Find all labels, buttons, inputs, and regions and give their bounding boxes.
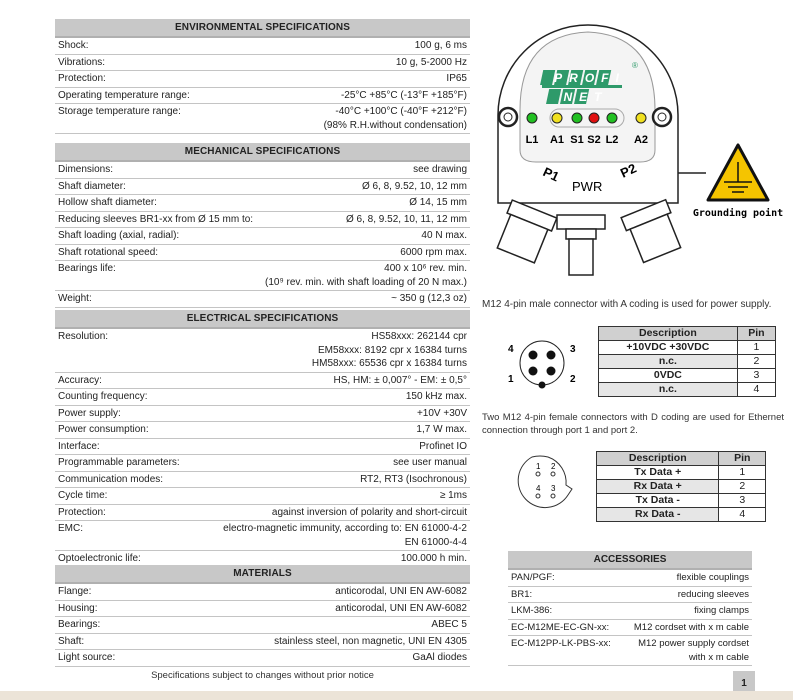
spec-label: Dimensions: — [58, 164, 114, 175]
spec-value-line: Ø 6, 8, 9.52, 10, 11, 12 mm — [346, 213, 467, 225]
spec-value-line: GaAl diodes — [412, 652, 467, 663]
spec-value-line: see drawing — [413, 164, 467, 175]
encoder-body — [498, 25, 678, 203]
environmental-specifications — [55, 19, 470, 134]
spec-label: Cycle time: — [58, 490, 108, 501]
spec-row — [55, 55, 470, 72]
spec-value-line: +10V +30V — [416, 407, 467, 419]
spec-value-line: HM58xxx: 65536 cpr x 16384 turns — [311, 358, 467, 369]
spec-value — [346, 213, 467, 227]
pin-description: Tx Data - — [597, 494, 719, 508]
pin-number: 4 — [737, 383, 775, 397]
spec-label: EC-M12PP-LK-PBS-xx: — [511, 638, 611, 649]
spec-label: Operating temperature range: — [58, 89, 190, 101]
power-pinout-table — [598, 326, 776, 397]
spec-value — [393, 456, 467, 470]
pin-label-2: 2 — [551, 462, 556, 471]
ethernet-connector-text: Two M12 4-pin female connectors with D coding are used for Ethernet connection through port 1 and port 2. — [482, 412, 784, 436]
power-connector-text: M12 4-pin male connector with A coding is used for power supply. — [482, 299, 772, 310]
spec-row — [508, 570, 752, 587]
spec-row — [55, 584, 470, 601]
spec-value-line: electro-magnetic immunity, according to: EN 61000-4-2 — [223, 523, 467, 534]
spec-row — [55, 71, 470, 88]
spec-value-line: against inversion of polarity and short-circuit — [271, 506, 467, 518]
table-row — [597, 508, 766, 522]
spec-value — [416, 423, 467, 437]
spec-label: Resolution: — [58, 331, 109, 342]
spec-row — [55, 601, 470, 618]
spec-value-line: 100 g, 6 ms — [414, 40, 467, 51]
ethernet-pinout-table — [596, 451, 766, 522]
pin-number: 3 — [719, 494, 766, 508]
spec-value-line: Ø 14, 15 mm — [409, 197, 467, 208]
spec-row — [55, 104, 470, 134]
spec-value-line: RT2, RT3 (Isochronous) — [360, 473, 467, 485]
pin-description: Rx Data + — [597, 480, 719, 494]
spec-row — [55, 245, 470, 262]
spec-value-line: HS58xxx: 262144 cpr — [371, 331, 467, 342]
led-label: A1 — [549, 134, 565, 146]
spec-value-line: -40°C +100°C (-40°F +212°F) — [335, 106, 467, 117]
spec-label: BR1: — [511, 588, 533, 600]
port2-label: P2 — [617, 160, 639, 181]
spec-label: Interface: — [58, 440, 100, 452]
spec-label: Optoelectronic life: — [58, 553, 141, 564]
spec-row — [508, 603, 752, 620]
led-label: L2 — [605, 134, 619, 146]
spec-label: Shaft: — [58, 635, 85, 647]
spec-label: Protection: — [58, 506, 106, 518]
spec-value — [638, 637, 749, 664]
spec-row — [55, 88, 470, 105]
section-header: MATERIALS — [55, 565, 470, 584]
m12-female-connector-diagram — [510, 453, 590, 515]
spec-value-line: ABEC 5 — [431, 619, 467, 630]
page-bottom-strip — [0, 691, 793, 700]
spec-row — [55, 439, 470, 456]
spec-row — [55, 291, 470, 308]
pin-label-1: 1 — [536, 462, 541, 471]
spec-value-line: 40 N max. — [421, 230, 467, 241]
led-l1 — [527, 113, 537, 123]
spec-label: Protection: — [58, 73, 106, 84]
pin-label-3: 3 — [551, 484, 556, 493]
spec-value-line: stainless steel, non magnetic, UNI EN 4305 — [274, 635, 467, 647]
table-header-row — [599, 327, 776, 341]
table-row — [597, 466, 766, 480]
spec-row — [55, 455, 470, 472]
header-pin: Pin — [737, 327, 775, 341]
spec-label: Shaft diameter: — [58, 180, 126, 192]
spec-value-line: IP65 — [446, 73, 467, 84]
spec-value-line: anticorodal, UNI EN AW-6082 — [335, 602, 467, 614]
header-description: Description — [599, 327, 738, 341]
section-header: ENVIRONMENTAL SPECIFICATIONS — [55, 19, 470, 38]
table-row — [599, 383, 776, 397]
spec-value — [431, 618, 467, 632]
spec-value — [421, 229, 467, 243]
pin-number: 4 — [719, 508, 766, 522]
spec-row — [508, 587, 752, 604]
spec-row — [508, 636, 752, 666]
spec-value — [634, 621, 749, 635]
spec-value — [334, 374, 467, 388]
spec-label: Housing: — [58, 602, 98, 614]
spec-label: Programmable parameters: — [58, 457, 180, 468]
spec-label: Shaft rotational speed: — [58, 246, 159, 258]
spec-label: Bearings life: — [58, 263, 116, 274]
spec-value — [417, 407, 467, 421]
spec-label: Light source: — [58, 652, 116, 663]
connector-p1 — [494, 200, 557, 264]
spec-value — [312, 330, 467, 371]
pin-number: 1 — [737, 341, 775, 355]
spec-label: Shaft loading (axial, radial): — [58, 230, 180, 241]
spec-value-line: ≥ 1ms — [439, 490, 467, 501]
pin-description: +10VDC +30VDC — [599, 341, 738, 355]
spec-value — [446, 72, 467, 86]
pin-description: 0VDC — [599, 369, 738, 383]
spec-label: Weight: — [58, 293, 92, 304]
spec-value-line: flexible couplings — [676, 572, 749, 583]
spec-value — [440, 489, 467, 503]
led-l2 — [607, 113, 617, 123]
spec-row — [55, 228, 470, 245]
spec-value-line: 1,7 W max. — [416, 424, 467, 435]
section-header: ELECTRICAL SPECIFICATIONS — [55, 310, 470, 329]
spec-label: Bearings: — [58, 619, 101, 630]
pin-label-2: 2 — [570, 374, 576, 385]
led-label: S2 — [587, 134, 601, 146]
pin-description: n.c. — [599, 355, 738, 369]
spec-label: Hollow shaft diameter: — [58, 197, 157, 208]
table-row — [599, 341, 776, 355]
spec-row — [55, 373, 470, 390]
power-label: PWR — [572, 179, 603, 194]
spec-row — [508, 620, 752, 637]
spec-label: Vibrations: — [58, 56, 106, 68]
spec-label: Reducing sleeves BR1-xx from Ø 15 mm to: — [58, 213, 254, 225]
spec-label: Power consumption: — [58, 424, 149, 435]
spec-value-line: (98% R.H.without condensation) — [323, 119, 467, 131]
spec-label: EC-M12ME-EC-GN-xx: — [511, 621, 610, 633]
port1-label: P1 — [540, 164, 562, 185]
spec-value — [362, 180, 467, 194]
table-row — [599, 369, 776, 383]
spec-value-line: (10⁹ rev. min. with shaft loading of 20 N max.) — [265, 276, 467, 288]
spec-value-line: Profinet IO — [419, 440, 467, 452]
table-row — [599, 355, 776, 369]
spec-value-line: Ø 6, 8, 9.52, 10, 12 mm — [361, 180, 467, 192]
logo-text-net: NET — [563, 90, 609, 104]
header-pin: Pin — [719, 452, 766, 466]
pin-label-4: 4 — [508, 344, 514, 355]
spec-value — [677, 571, 749, 585]
logo-text-profi: PROFI — [554, 71, 626, 85]
header-description: Description — [597, 452, 719, 466]
connector-pwr — [557, 215, 605, 275]
spec-value-line: with x m cable — [688, 651, 749, 663]
spec-value-line: fixing clamps — [694, 605, 749, 616]
spec-value — [335, 602, 467, 616]
spec-value-line: ~ 350 g (12,3 oz) — [391, 293, 467, 304]
spec-value — [335, 585, 467, 599]
pin-number: 2 — [719, 480, 766, 494]
spec-value — [324, 105, 467, 132]
spec-label: EMC: — [58, 523, 83, 534]
pin-description: Tx Data + — [597, 466, 719, 480]
spec-row — [55, 162, 470, 179]
spec-value — [391, 292, 467, 306]
spec-value — [360, 473, 467, 487]
spec-value-line: 150 kHz max. — [405, 391, 467, 402]
spec-row — [55, 422, 470, 439]
spec-value-line: reducing sleeves — [677, 588, 749, 600]
spec-value-line: 100.000 h min. — [400, 553, 467, 564]
spec-value-line: 10 g, 5-2000 Hz — [395, 56, 467, 68]
screw-right — [653, 108, 671, 126]
table-row — [597, 494, 766, 508]
spec-value — [341, 89, 467, 103]
spec-row — [55, 38, 470, 55]
spec-value — [419, 440, 467, 454]
spec-label: Accuracy: — [58, 374, 102, 386]
spec-value-line: 400 x 10⁶ rev. min. — [384, 263, 467, 274]
pin-description: n.c. — [599, 383, 738, 397]
pin-number: 2 — [737, 355, 775, 369]
spec-value — [396, 56, 467, 70]
pin-label-4: 4 — [536, 484, 541, 493]
connector-p2 — [621, 200, 684, 264]
spec-value-line: 6000 rpm max. — [400, 246, 467, 258]
spec-value — [413, 651, 467, 665]
spec-label: LKM-386: — [511, 605, 553, 616]
spec-label: Shock: — [58, 40, 89, 51]
led-s1 — [572, 113, 582, 123]
electrical-specifications — [55, 310, 470, 568]
spec-value — [415, 39, 467, 53]
led-s2 — [589, 113, 599, 123]
spec-row — [55, 521, 470, 551]
spec-row — [55, 634, 470, 651]
led-a1 — [552, 113, 562, 123]
spec-value-line: M12 power supply cordset — [638, 638, 749, 649]
registered-mark: ® — [632, 61, 638, 70]
spec-value-line: M12 cordset with x m cable — [633, 621, 749, 633]
spec-row — [55, 488, 470, 505]
table-row — [597, 480, 766, 494]
led-label: A2 — [633, 134, 649, 146]
grounding-label: Grounding point — [692, 208, 784, 219]
spec-value — [274, 635, 467, 649]
spec-row — [55, 505, 470, 522]
spec-value — [409, 196, 467, 210]
materials-specifications — [55, 565, 470, 667]
spec-value — [694, 604, 749, 618]
encoder-drawing — [480, 10, 793, 290]
spec-row — [55, 212, 470, 229]
page-number: 1 — [733, 671, 755, 695]
spec-value — [413, 163, 467, 177]
spec-value-line: EM58xxx: 8192 cpr x 16384 turns — [318, 344, 467, 356]
spec-value — [272, 506, 467, 520]
spec-value-line: anticorodal, UNI EN AW-6082 — [335, 586, 467, 597]
spec-label: PAN/PGF: — [511, 572, 555, 583]
spec-value — [678, 588, 749, 602]
spec-row — [55, 472, 470, 489]
logo-bar — [542, 85, 622, 88]
table-header-row — [597, 452, 766, 466]
accessories-header: ACCESSORIES — [508, 551, 752, 570]
led-label: S1 — [570, 134, 584, 146]
spec-value — [223, 522, 467, 549]
spec-label: Counting frequency: — [58, 391, 148, 402]
led-label: L1 — [525, 134, 539, 146]
spec-label: Communication modes: — [58, 473, 164, 485]
spec-row — [55, 617, 470, 634]
m12-male-connector-diagram — [500, 335, 585, 395]
spec-value-line: EN 61000-4-4 — [404, 536, 467, 548]
grounding-icon — [708, 145, 768, 200]
spec-row — [55, 179, 470, 196]
accessories-table — [508, 551, 752, 666]
pin-label-3: 3 — [570, 344, 576, 355]
spec-value-line: -25°C +85°C (-13°F +185°F) — [340, 89, 467, 101]
spec-label: Storage temperature range: — [58, 106, 181, 117]
spec-row — [55, 406, 470, 423]
pin-description: Rx Data - — [597, 508, 719, 522]
screw-left — [499, 108, 517, 126]
spec-row — [55, 261, 470, 291]
spec-value — [400, 246, 467, 260]
spec-value — [401, 552, 467, 566]
spec-row — [55, 195, 470, 212]
spec-value-line: HS, HM: ± 0,007° - EM: ± 0,5° — [333, 374, 467, 386]
spec-label: Power supply: — [58, 407, 121, 419]
spec-value — [406, 390, 467, 404]
pin-number: 1 — [719, 466, 766, 480]
pin-number: 3 — [737, 369, 775, 383]
pin-label-1: 1 — [508, 374, 514, 385]
spec-label: Flange: — [58, 586, 92, 597]
spec-value — [265, 262, 467, 289]
spec-value-line: see user manual — [393, 457, 467, 468]
spec-row — [55, 329, 470, 373]
spec-row — [55, 389, 470, 406]
spec-row — [55, 650, 470, 667]
section-header: MECHANICAL SPECIFICATIONS — [55, 143, 470, 162]
led-a2 — [636, 113, 646, 123]
footnote: Specifications subject to changes without prior notice — [151, 670, 374, 681]
mechanical-specifications — [55, 143, 470, 308]
